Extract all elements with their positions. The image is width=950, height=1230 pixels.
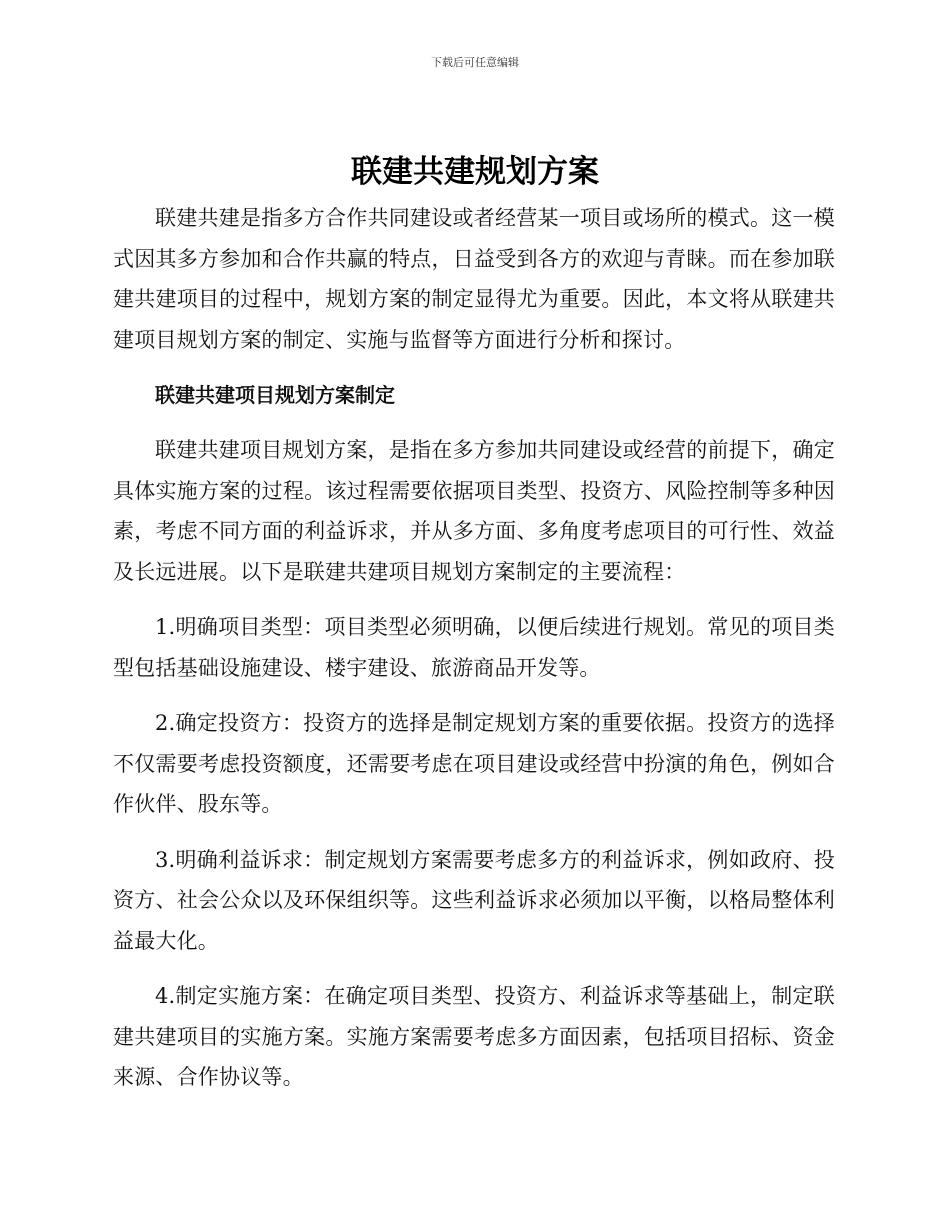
intro-paragraph: 联建共建是指多方合作共同建设或者经营某一项目或场所的模式。这一模式因其多方参加和合作共赢的特点，日益受到各方的欢迎与青睐。而在参加联建共建项目的过程中，规划方案的制定显得尤为重要。因此，本文将从联建共建项目规划方案的制定、实施与监督等方面进行分析和探讨。 (113, 206, 835, 352)
document-body (113, 198, 835, 1113)
step-paragraph-2: 2.确定投资方：投资方的选择是制定规划方案的重要依据。投资方的选择不仅需要考虑投资额度，还需要考虑在项目建设或经营中扮演的角色，例如合作伙伴、股东等。 (113, 711, 835, 816)
header-note: 下载后可任意编辑 (431, 56, 519, 69)
step-paragraph-3: 3.明确利益诉求：制定规划方案需要考虑多方的利益诉求，例如政府、投资方、社会公众以及环保组织等。这些利益诉求必须加以平衡，以格局整体利益最大化。 (113, 847, 835, 953)
section-intro-paragraph: 联建共建项目规划方案，是指在多方参加共同建设或经营的前提下，确定具体实施方案的过程。该过程需要依据项目类型、投资方、风险控制等多种因素，考虑不同方面的利益诉求，并从多方面、多角度考虑项目的可行性、效益及长远进展。以下是联建共建项目规划方案制定的主要流程： (113, 438, 835, 584)
step-paragraph-1: 1.明确项目类型：项目类型必须明确，以便后续进行规划。常见的项目类型包括基础设施建设、楼宇建设、旅游商品开发等。 (113, 615, 835, 680)
page-title: 联建共建规划方案 (351, 154, 599, 190)
step-paragraph-4: 4.制定实施方案：在确定项目类型、投资方、利益诉求等基础上，制定联建共建项目的实施方案。实施方案需要考虑多方面因素，包括项目招标、资金来源、合作协议等。 (113, 984, 835, 1089)
section-heading: 联建共建项目规划方案制定 (155, 383, 395, 407)
